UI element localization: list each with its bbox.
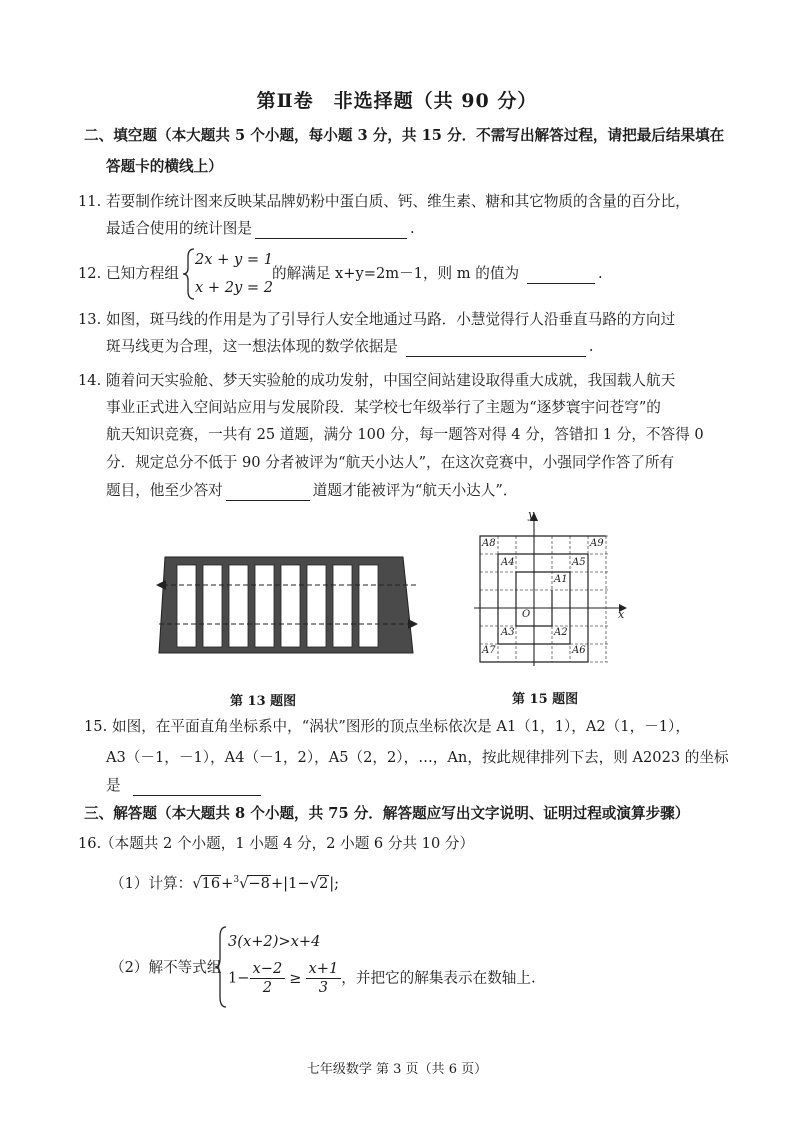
q14-text-5b: 道题才能被评为“航天小达人”． (312, 482, 518, 499)
radicand-2: 2 (318, 874, 329, 892)
frac2-numerator: x+1 (306, 960, 342, 979)
figure-15-coordinate-grid (470, 508, 630, 668)
cube-root-sign: √ (239, 874, 249, 892)
q12-equation-1: 2x + y = 1 (195, 251, 274, 268)
q16-p1-label: （1）计算： (110, 874, 193, 892)
section-3-heading: 三、解答题（本大题共 8 个小题，共 75 分．解答题应写出文字说明、证明过程或演算步骤） (84, 805, 690, 822)
q15-number: 15. (84, 718, 108, 735)
q16-p2-inequality-2 (228, 960, 536, 997)
q13-line-2 (106, 337, 594, 357)
frac1-numerator: x−2 (250, 960, 286, 979)
q14-text-1: 随着问天实验舱、梦天实验舱的成功发射，中国空间站建设取得重大成就，我国载人航天 (106, 372, 676, 389)
q15-line-3 (106, 776, 264, 796)
label-A4: A4 (501, 557, 515, 568)
label-A7: A7 (482, 645, 496, 656)
q11-end: . (409, 220, 415, 237)
y-axis-label: y (528, 508, 535, 521)
frac-x-plus-1-over-3 (306, 960, 342, 997)
figure-15-caption: 第 15 题图 (512, 692, 579, 707)
x-axis-label: x (618, 608, 625, 621)
section-2-heading: 二、填空题（本大题共 5 个小题，每小题 3 分，共 15 分．不需写出解答过程，请把最后结果填在 (84, 127, 725, 144)
label-A8: A8 (482, 538, 496, 549)
q14-text-3: 航天知识竞赛，一共有 25 道题，满分 100 分，每一题答对得 4 分，答错扣 1 分，不答得 0 (106, 426, 704, 443)
label-A3: A3 (501, 627, 515, 638)
label-A9: A9 (590, 538, 604, 549)
radicand-neg8: −8 (248, 874, 270, 892)
q16-p2-post: ，并把它的解集表示在数轴上. (341, 969, 536, 987)
label-A1: A1 (554, 574, 568, 585)
q11-answer-blank[interactable] (255, 224, 407, 239)
q14-number: 14. (78, 372, 102, 389)
q13-text-2: 斑马线更为合理，这一想法体现的数学依据是 (106, 338, 398, 355)
q16-intro: （本题共 2 个小题，1 小题 4 分，2 小题 6 分共 10 分） (100, 835, 475, 852)
q16-number: 16. (78, 835, 102, 852)
sqrt-sign: √ (192, 874, 202, 892)
q12-equation-2: x + 2y = 2 (195, 279, 274, 296)
q16-p2-label: （2）解不等式组 (110, 959, 222, 976)
ineq2-lhs: 1− (228, 969, 250, 987)
q16-p2-inequality-1: 3(x+2)>x+4 (228, 933, 321, 950)
page-footer: 七年级数学 第 3 页（共 6 页） (306, 1062, 488, 1077)
q15-text-1: 如图，在平面直角坐标系中，“涡状”图形的顶点坐标依次是 A1（1，1），A2（1，－1）， (112, 718, 690, 735)
q11-text-1: 若要制作统计图来反映某品牌奶粉中蛋白质、钙、维生素、糖和其它物质的含量的百分比， (106, 193, 690, 210)
q13-answer-blank[interactable] (406, 342, 586, 357)
frac-x-minus-2-over-2 (250, 960, 286, 997)
q12-post: 的解满足 x+y=2m－1，则 m 的值为 (272, 265, 520, 282)
q12-end: . (598, 265, 603, 282)
ge-sign: ≥ (289, 969, 302, 987)
q12-number: 12. (78, 265, 102, 282)
q11-line-2 (106, 219, 415, 239)
frac2-denominator: 3 (318, 979, 329, 996)
section-2-heading-cont: 答题卡的横线上） (106, 158, 223, 175)
q13-text-1: 如图，斑马线的作用是为了引导行人安全地通过马路．小慧觉得行人沿垂直马路的方向过 (106, 311, 676, 328)
q13-number: 13. (78, 311, 102, 328)
label-A6: A6 (572, 645, 586, 656)
q14-text-4: 分．规定总分不低于 90 分者被评为“航天小达人”，在这次竞赛中，小强同学作答了所有 (106, 454, 675, 471)
abs-close: |; (329, 874, 340, 892)
radicand-16: 16 (201, 874, 221, 892)
q11-text-2: 最适合使用的统计图是 (106, 220, 252, 237)
q14-answer-blank[interactable] (226, 486, 310, 501)
plus-sign: + (221, 874, 234, 892)
q15-text-2: A3（－1，－1），A4（－1，2），A5（2，2），…，An，按此规律排列下去，则 A2023 的坐标 (106, 749, 729, 766)
abs-open: +|1− (270, 874, 310, 892)
q15-answer-blank[interactable] (133, 781, 261, 796)
q14-text-2: 事业正式进入空间站应用与发展阶段．某学校七年级举行了主题为“逐梦寰宇问苍穹”的 (106, 399, 661, 416)
q15-text-3: 是 (106, 777, 121, 794)
origin-label: O (522, 609, 531, 620)
q11-number: 11. (78, 193, 102, 210)
sqrt-sign-2: √ (309, 874, 319, 892)
frac1-denominator: 2 (262, 979, 273, 996)
section-title: 第Ⅱ卷 非选择题（共 90 分） (256, 90, 538, 112)
q14-line-5 (106, 481, 517, 501)
figure-13-caption: 第 13 题图 (230, 694, 297, 709)
figure-13-zebra-crossing (155, 555, 420, 655)
q14-text-5a: 题目，他至少答对 (106, 482, 223, 499)
q16-part-1 (110, 870, 339, 894)
q13-end: . (588, 338, 594, 355)
q12-pre: 已知方程组 (106, 265, 179, 282)
q12-line (272, 264, 603, 284)
label-A2: A2 (554, 627, 568, 638)
cube-root-index: 3 (233, 875, 240, 885)
label-A5: A5 (572, 557, 586, 568)
q12-answer-blank[interactable] (527, 269, 595, 284)
